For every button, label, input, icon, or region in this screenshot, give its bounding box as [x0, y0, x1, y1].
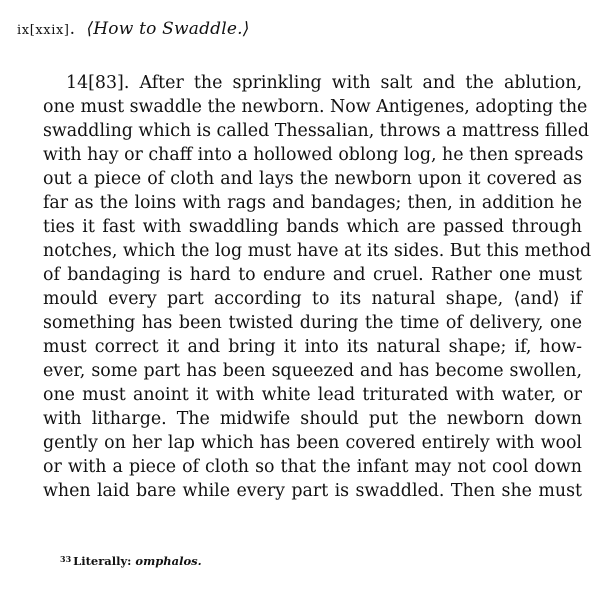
text-line: notches, which the log must have at its sides. But this method — [43, 241, 592, 261]
text-line: far as the loins with rags and bandages; then, in addition he — [43, 193, 582, 213]
section-number-small-caps: ix — [17, 23, 30, 38]
text-line: out a piece of cloth and lays the newborn upon it covered as — [43, 169, 582, 189]
footnote — [60, 551, 202, 569]
text-line: one must anoint it with white lead triturated with water, or — [43, 385, 582, 405]
heading-separator: . — [69, 19, 76, 39]
text-line: or with a piece of cloth so that the infant may not cool down — [43, 457, 582, 477]
section-heading — [17, 18, 250, 42]
text-line: ties it fast with swaddling bands which are passed through — [43, 217, 582, 237]
text-line: gently on her lap which has been covered entirely with wool — [43, 433, 582, 453]
section-number-bracketed: [xxix] — [29, 23, 70, 38]
text-line: with hay or chaff into a hollowed oblong log, he then spreads — [43, 145, 584, 165]
text-line: swaddling which is called Thessalian, throws a mattress filled — [43, 121, 589, 141]
text-line: of bandaging is hard to endure and cruel. Rather one must — [43, 265, 582, 285]
footnote-term: omphalos. — [135, 554, 202, 568]
section-title: ⟨How to Swaddle.⟩ — [86, 19, 250, 39]
text-line: 14[83]. After the sprinkling with salt and the ablution, — [66, 73, 582, 93]
footnote-label: Literally: — [73, 554, 132, 568]
paragraph-body — [43, 71, 592, 503]
text-line: when laid bare while every part is swaddled. Then she must — [43, 481, 582, 501]
text-line: one must swaddle the newborn. Now Antigenes, adopting the — [43, 97, 588, 117]
text-line: mould every part according to its natural shape, ⟨and⟩ if — [43, 289, 582, 309]
footnote-number: 33 — [60, 554, 72, 564]
text-line: something has been twisted during the time of delivery, one — [43, 313, 582, 333]
text-line: with litharge. The midwife should put the newborn down — [43, 409, 582, 429]
text-line: must correct it and bring it into its natural shape; if, how- — [43, 337, 582, 357]
text-line: ever, some part has been squeezed and has become swollen, — [43, 361, 582, 381]
